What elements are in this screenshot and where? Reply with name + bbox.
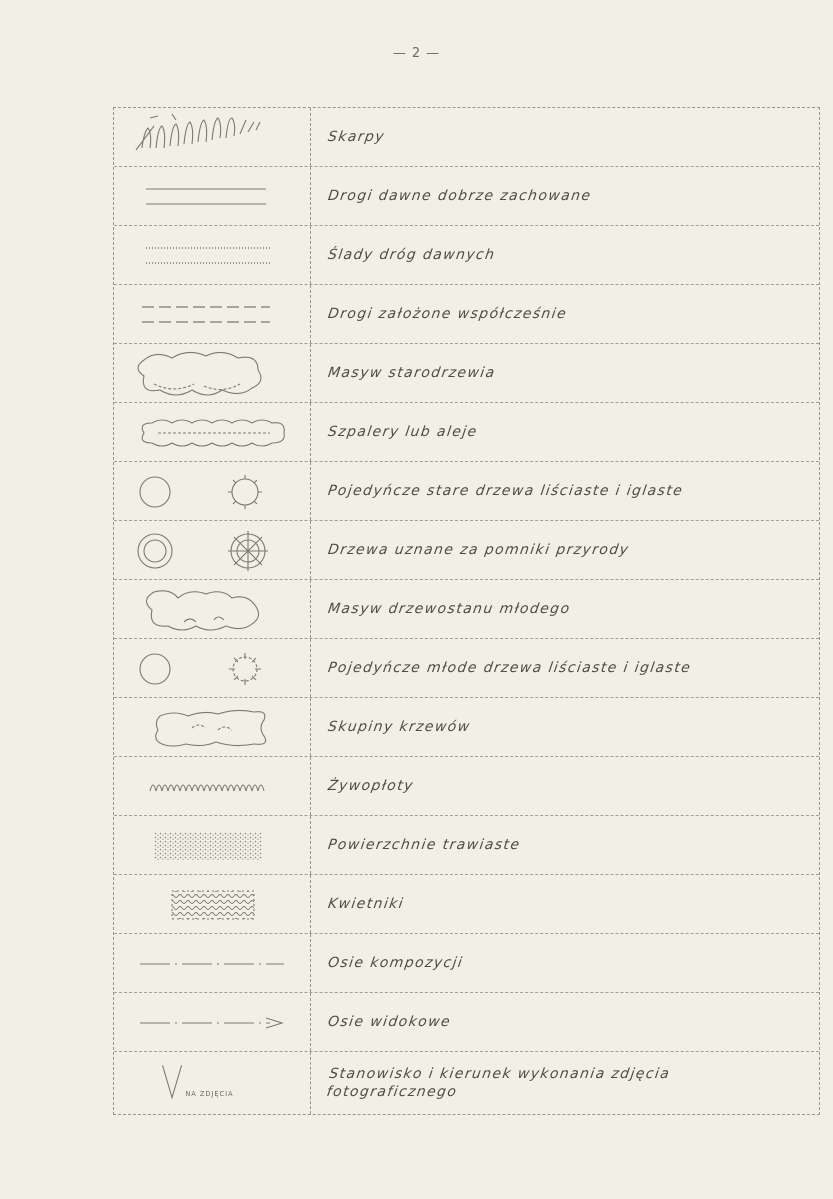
legend-label: Masyw drzewostanu młodego bbox=[326, 601, 572, 617]
legend-label: Stanowisko i kierunek wykonania zdjęcia fotograficznego bbox=[325, 1066, 672, 1100]
legend-table bbox=[113, 107, 820, 1115]
legend-row bbox=[114, 934, 819, 993]
legend-row bbox=[114, 285, 819, 344]
legend-label: Pojedyńcze stare drzewa liściaste i iglaste bbox=[326, 483, 685, 499]
legend-row bbox=[114, 108, 819, 167]
shrub-group-symbol bbox=[114, 698, 311, 756]
grass-dots-symbol bbox=[114, 816, 311, 874]
page-number: — 2 — bbox=[392, 46, 441, 61]
legend-row bbox=[114, 757, 819, 816]
legend-label: Żywopłoty bbox=[326, 778, 415, 794]
legend-row bbox=[114, 698, 819, 757]
legend-label: Skarpy bbox=[326, 129, 387, 145]
legend-label: Masyw starodrzewia bbox=[326, 365, 497, 381]
legend-label: Drogi dawne dobrze zachowane bbox=[326, 188, 593, 204]
legend-row bbox=[114, 462, 819, 521]
legend-row bbox=[114, 403, 819, 462]
legend-row bbox=[114, 875, 819, 934]
young-tree-cluster-symbol bbox=[114, 580, 311, 638]
legend-row bbox=[114, 580, 819, 639]
legend-row bbox=[114, 344, 819, 403]
old-tree-cluster-symbol bbox=[114, 344, 311, 402]
single-young-trees-symbol bbox=[114, 639, 311, 697]
legend-label: Osie widokowe bbox=[326, 1014, 453, 1030]
dash-dot-line-symbol bbox=[114, 934, 311, 992]
double-dashed-line-symbol bbox=[114, 285, 311, 343]
arrow-line-symbol bbox=[114, 993, 311, 1051]
legend-label: Drzewa uznane za pomniki przyrody bbox=[326, 542, 631, 558]
legend-label: Pojedyńcze młode drzewa liściaste i iglaste bbox=[326, 660, 693, 676]
legend-row bbox=[114, 1052, 819, 1114]
legend-row bbox=[114, 521, 819, 580]
legend-row bbox=[114, 167, 819, 226]
legend-label: Kwietniki bbox=[326, 896, 406, 912]
legend-label: Ślady dróg dawnych bbox=[326, 247, 497, 263]
double-dotted-line-symbol bbox=[114, 226, 311, 284]
legend-row bbox=[114, 226, 819, 285]
legend-label: Szpalery lub aleje bbox=[326, 424, 479, 440]
legend-row bbox=[114, 816, 819, 875]
legend-label: Powierzchnie trawiaste bbox=[326, 837, 522, 853]
photo-symbol-caption: NA ZDJĘCIA bbox=[185, 1089, 234, 1098]
monument-trees-symbol bbox=[114, 521, 311, 579]
tree-row-symbol bbox=[114, 403, 311, 461]
photo-v-mark-symbol bbox=[114, 1052, 311, 1114]
scarp-hatch-symbol bbox=[114, 108, 311, 166]
legend-label: Drogi założone współcześnie bbox=[326, 306, 569, 322]
hedge-wave-symbol bbox=[114, 757, 311, 815]
single-old-trees-symbol bbox=[114, 462, 311, 520]
legend-label: Skupiny krzewów bbox=[326, 719, 472, 735]
legend-row bbox=[114, 993, 819, 1052]
legend-label: Osie kompozycji bbox=[326, 955, 465, 971]
double-solid-line-symbol bbox=[114, 167, 311, 225]
flowerbed-pattern-symbol bbox=[114, 875, 311, 933]
legend-row bbox=[114, 639, 819, 698]
